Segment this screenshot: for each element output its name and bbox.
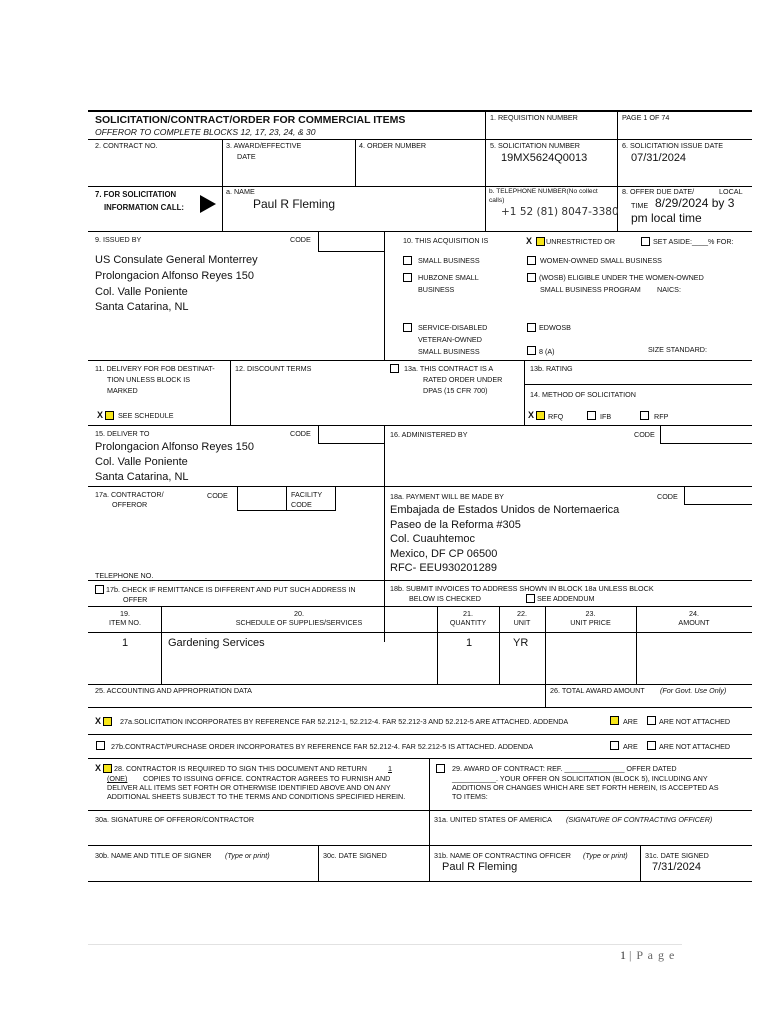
remittance-checkbox[interactable]: [95, 585, 104, 594]
b27a-are-label: ARE: [623, 717, 638, 726]
deliver-to-line-1: Prolongacion Alfonso Reyes 150: [95, 441, 254, 453]
b28-line-1: 28. CONTRACTOR IS REQUIRED TO SIGN THIS DOCUMENT AND RETURN: [114, 764, 367, 773]
b16-label: 16. ADMINISTERED BY: [390, 430, 468, 439]
b3-label-2: DATE: [237, 152, 256, 161]
rfq-label: RFQ: [548, 412, 564, 421]
b6-label: 6. SOLICITATION ISSUE DATE: [622, 141, 724, 150]
rfp-label: RFP: [654, 412, 669, 421]
size-standard-label: SIZE STANDARD:: [648, 345, 707, 354]
issued-by-line-1: US Consulate General Monterrey: [95, 254, 258, 266]
wosb-label: (WOSB) ELIGIBLE UNDER THE WOMEN-OWNED: [539, 273, 704, 282]
facility-label-2: CODE: [291, 500, 312, 509]
item-quantity: 1: [466, 637, 473, 649]
item-description: Gardening Services: [168, 637, 265, 649]
b26-note: (For Govt. Use Only): [660, 686, 727, 695]
set-aside-label: SET ASIDE:____% FOR:: [653, 237, 734, 246]
b18a-code-label: CODE: [657, 492, 678, 501]
page-number-value: 1: [620, 948, 626, 962]
see-schedule-checkbox[interactable]: [105, 411, 114, 420]
h20-num: 20.: [294, 609, 304, 618]
contact-telephone[interactable]: +1 52 (81) 8047-3380: [501, 206, 619, 218]
dpas-checkbox[interactable]: [390, 364, 399, 373]
b27b-are-label: ARE: [623, 742, 638, 751]
b28-x-mark: X: [95, 763, 102, 773]
item-number: 1: [122, 637, 129, 649]
b10-x-mark: X: [526, 236, 533, 246]
b18b-label: 18b. SUBMIT INVOICES TO ADDRESS SHOWN IN BLOCK 18a UNLESS BLOCK: [390, 584, 654, 593]
b28-copies: 1: [388, 764, 392, 773]
small-business-checkbox[interactable]: [403, 256, 412, 265]
h19-num: 19.: [120, 609, 130, 618]
page-number: [620, 948, 675, 963]
contracting-officer-name[interactable]: Paul R Fleming: [442, 861, 518, 873]
b12-label: 12. DISCOUNT TERMS: [235, 364, 312, 373]
b29-line-3: ADDITIONS OR CHANGES WHICH ARE SET FORTH HEREIN, IS ACCEPTED AS: [452, 783, 719, 792]
b7a-label: a. NAME: [226, 187, 255, 196]
payment-line-1: Embajada de Estados Unidos de Nortemaerica: [390, 504, 620, 516]
unrestricted-label: UNRESTRICTED OR: [546, 237, 616, 246]
b31a-note: (SIGNATURE OF CONTRACTING OFFICER): [566, 815, 713, 824]
edwosb-label: EDWOSB: [539, 323, 571, 332]
b31b-label: 31b. NAME OF CONTRACTING OFFICER: [434, 851, 571, 860]
b27b-are-not-label: ARE NOT ATTACHED: [659, 742, 731, 751]
b18b-label-2: BELOW IS CHECKED: [409, 594, 481, 603]
deliver-to-line-2: Col. Valle Poniente: [95, 456, 188, 468]
h22-num: 22.: [517, 609, 527, 618]
issued-by-line-2: Prolongacion Alfonso Reyes 150: [95, 270, 254, 282]
solicitation-number[interactable]: 19MX5624Q0013: [501, 152, 588, 164]
b27a-x-mark: X: [95, 716, 102, 726]
b9-label: 9. ISSUED BY: [95, 235, 142, 244]
b30c-label: 30c. DATE SIGNED: [323, 851, 387, 860]
h24-label: AMOUNT: [678, 618, 710, 627]
b4-label: 4. ORDER NUMBER: [359, 141, 427, 150]
h20-label: SCHEDULE OF SUPPLIES/SERVICES: [235, 618, 363, 627]
b28-line-4: ADDITIONAL SHEETS SUBJECT TO THE TERMS AND CONDITIONS SPECIFIED HEREIN.: [107, 792, 406, 801]
sdvosb-label: SERVICE-DISABLED: [418, 323, 488, 332]
facility-label: FACILITY: [291, 490, 323, 499]
b17b-label-2: OFFER: [123, 595, 148, 604]
b17a-label: 17a. CONTRACTOR/: [95, 490, 164, 499]
b13a-label: 13a. THIS CONTRACT IS A: [404, 364, 494, 373]
payment-line-2: Paseo de la Reforma #305: [390, 519, 521, 531]
women-owned-checkbox[interactable]: [527, 256, 536, 265]
b28-one: (ONE): [107, 774, 128, 783]
b30b-label: 30b. NAME AND TITLE OF SIGNER: [95, 851, 212, 860]
b2-label: 2. CONTRACT NO.: [95, 141, 158, 150]
contracting-officer-date[interactable]: 7/31/2024: [652, 861, 701, 873]
rfp-checkbox[interactable]: [640, 411, 649, 420]
b11-label: 11. DELIVERY FOR FOB DESTINAT-: [95, 364, 215, 373]
ifb-label: IFB: [600, 412, 612, 421]
sdvosb-label-3: SMALL BUSINESS: [418, 347, 480, 356]
edwosb-checkbox[interactable]: [527, 323, 536, 332]
b11-label-3: MARKED: [107, 386, 138, 395]
b28-line-3: DELIVER ALL ITEMS SET FORTH OR OTHERWISE IDENTIFIED ABOVE AND ON ANY: [107, 783, 391, 792]
hubzone-label: HUBZONE SMALL: [418, 273, 479, 282]
b28-checkbox[interactable]: [103, 764, 112, 773]
b5-label: 5. SOLICITATION NUMBER: [490, 141, 580, 150]
b3-label: 3. AWARD/EFFECTIVE: [226, 141, 302, 150]
b8-label: 8. OFFER DUE DATE/: [622, 187, 695, 196]
b18a-label: 18a. PAYMENT WILL BE MADE BY: [390, 492, 504, 501]
issued-by-line-4: Santa Catarina, NL: [95, 301, 189, 313]
h22-label: UNIT: [513, 618, 531, 627]
b31a-label: 31a. UNITED STATES OF AMERICA: [434, 815, 552, 824]
sdvosb-checkbox[interactable]: [403, 323, 412, 332]
wosb-checkbox[interactable]: [527, 273, 536, 282]
b7-label: 7. FOR SOLICITATION: [95, 190, 177, 199]
item-unit: YR: [513, 637, 529, 649]
b27a-are-not-checkbox[interactable]: [647, 716, 656, 725]
naics-label: NAICS:: [657, 285, 681, 294]
issued-by-line-3: Col. Valle Poniente: [95, 286, 188, 298]
b13a-label-3: DPAS (15 CFR 700): [423, 386, 488, 395]
b14-label: 14. METHOD OF SOLICITATION: [530, 390, 636, 399]
rfq-checkbox[interactable]: [536, 411, 545, 420]
arrow-right-icon: [200, 195, 216, 213]
ifb-checkbox[interactable]: [587, 411, 596, 420]
contact-name[interactable]: Paul R Fleming: [253, 197, 336, 211]
b31c-label: 31c. DATE SIGNED: [645, 851, 709, 860]
b31b-note: (Type or print): [583, 851, 628, 860]
b29-line-2: ___________. YOUR OFFER ON SOLICITATION (BLOCK 5), INCLUDING ANY: [452, 774, 708, 783]
b27a-are-checkbox[interactable]: [610, 716, 619, 725]
b30b-note: (Type or print): [225, 851, 270, 860]
b28-line-2: COPIES TO ISSUING OFFICE. CONTRACTOR AGREES TO FURNISH AND: [143, 774, 391, 783]
b27a-text: 27a.SOLICITATION INCORPORATES BY REFERENCE FAR 52.212-1, 52.212-4. FAR 52.212-3 AND 52.212-5 ARE ATTACHED. ADDENDA: [120, 717, 569, 726]
unrestricted-checkbox[interactable]: [536, 237, 545, 246]
eight-a-checkbox[interactable]: [527, 346, 536, 355]
b8-label-2: LOCAL: [719, 187, 743, 196]
small-business-label: SMALL BUSINESS: [418, 256, 480, 265]
see-addendum-checkbox[interactable]: [526, 594, 535, 603]
telephone-label: TELEPHONE NO.: [95, 571, 154, 580]
h23-num: 23.: [585, 609, 596, 618]
page-label: PAGE 1 OF 74: [622, 113, 670, 122]
b11-x-mark: X: [97, 410, 104, 420]
b29-line-1: 29. AWARD OF CONTRACT: REF. _______________ OFFER DATED: [452, 764, 677, 773]
h24-num: 24.: [689, 609, 699, 618]
b1-label: 1. REQUISITION NUMBER: [490, 113, 578, 122]
deliver-to-line-3: Santa Catarina, NL: [95, 471, 189, 483]
b17a-code-label: CODE: [207, 491, 228, 500]
b17b-label: 17b. CHECK IF REMITTANCE IS DIFFERENT AND PUT SUCH ADDRESS IN: [106, 585, 356, 594]
b30a-label: 30a. SIGNATURE OF OFFEROR/CONTRACTOR: [95, 815, 255, 824]
eight-a-label: 8 (A): [539, 347, 555, 356]
h21-num: 21.: [463, 609, 473, 618]
see-addendum-label: SEE ADDENDUM: [537, 594, 595, 603]
payment-line-3: Col. Cuauhtemoc: [390, 533, 475, 545]
solicitation-issue-date[interactable]: 07/31/2024: [631, 152, 687, 164]
b27b-are-not-checkbox[interactable]: [647, 741, 656, 750]
b27a-checkbox[interactable]: [103, 717, 112, 726]
payment-line-5: RFC- EEU930201289: [390, 562, 498, 574]
b27a-are-not-label: ARE NOT ATTACHED: [659, 717, 731, 726]
h21-label: QUANTITY: [449, 618, 487, 627]
women-owned-label: WOMEN-OWNED SMALL BUSINESS: [540, 256, 662, 265]
b9-code-label: CODE: [290, 235, 311, 244]
b17a-label-2: OFFEROR: [112, 500, 148, 509]
hubzone-label-2: BUSINESS: [418, 285, 455, 294]
b10-label: 10. THIS ACQUISITION IS: [403, 236, 489, 245]
h19-label: ITEM NO.: [109, 618, 141, 627]
b25-label: 25. ACCOUNTING AND APPROPRIATION DATA: [95, 686, 252, 695]
b7b-label: b. TELEPHONE NUMBER(No collect: [489, 188, 598, 195]
b13a-label-2: RATED ORDER UNDER: [423, 375, 503, 384]
offer-due-time[interactable]: pm local time: [631, 211, 702, 225]
b7b-label-2: calls): [489, 197, 505, 204]
b8-time-label: TIME: [631, 201, 649, 210]
offer-due-date[interactable]: 8/29/2024 by 3: [655, 196, 735, 210]
wosb-label-2: SMALL BUSINESS PROGRAM: [540, 285, 641, 294]
form-title: SOLICITATION/CONTRACT/ORDER FOR COMMERCIAL ITEMS: [95, 114, 406, 126]
set-aside-checkbox[interactable]: [641, 237, 650, 246]
b29-checkbox[interactable]: [436, 764, 445, 773]
hubzone-checkbox[interactable]: [403, 273, 412, 282]
b14-x-mark: X: [528, 410, 535, 420]
b16-code-label: CODE: [634, 430, 655, 439]
see-schedule-label: SEE SCHEDULE: [118, 411, 174, 420]
b13b-label: 13b. RATING: [530, 364, 573, 373]
b27b-checkbox[interactable]: [96, 741, 105, 750]
form-subtitle: OFFEROR TO COMPLETE BLOCKS 12, 17, 23, 24, & 30: [95, 127, 316, 137]
page-number-word: | P a g e: [629, 948, 676, 962]
b11-label-2: TION UNLESS BLOCK IS: [107, 375, 191, 384]
b26-label: 26. TOTAL AWARD AMOUNT: [550, 686, 645, 695]
b27b-are-checkbox[interactable]: [610, 741, 619, 750]
payment-line-4: Mexico, DF CP 06500: [390, 548, 498, 560]
h23-label: UNIT PRICE: [570, 618, 611, 627]
b7-label-2: INFORMATION CALL:: [104, 203, 184, 212]
b15-label: 15. DELIVER TO: [95, 429, 150, 438]
b29-line-4: TO ITEMS:: [452, 792, 488, 801]
b15-code-label: CODE: [290, 429, 311, 438]
sdvosb-label-2: VETERAN-OWNED: [418, 335, 482, 344]
b27b-text: 27b.CONTRACT/PURCHASE ORDER INCORPORATES BY REFERENCE FAR 52.212-4. FAR 52.212-5 IS ATTACHED. ADDENDA: [111, 742, 534, 751]
